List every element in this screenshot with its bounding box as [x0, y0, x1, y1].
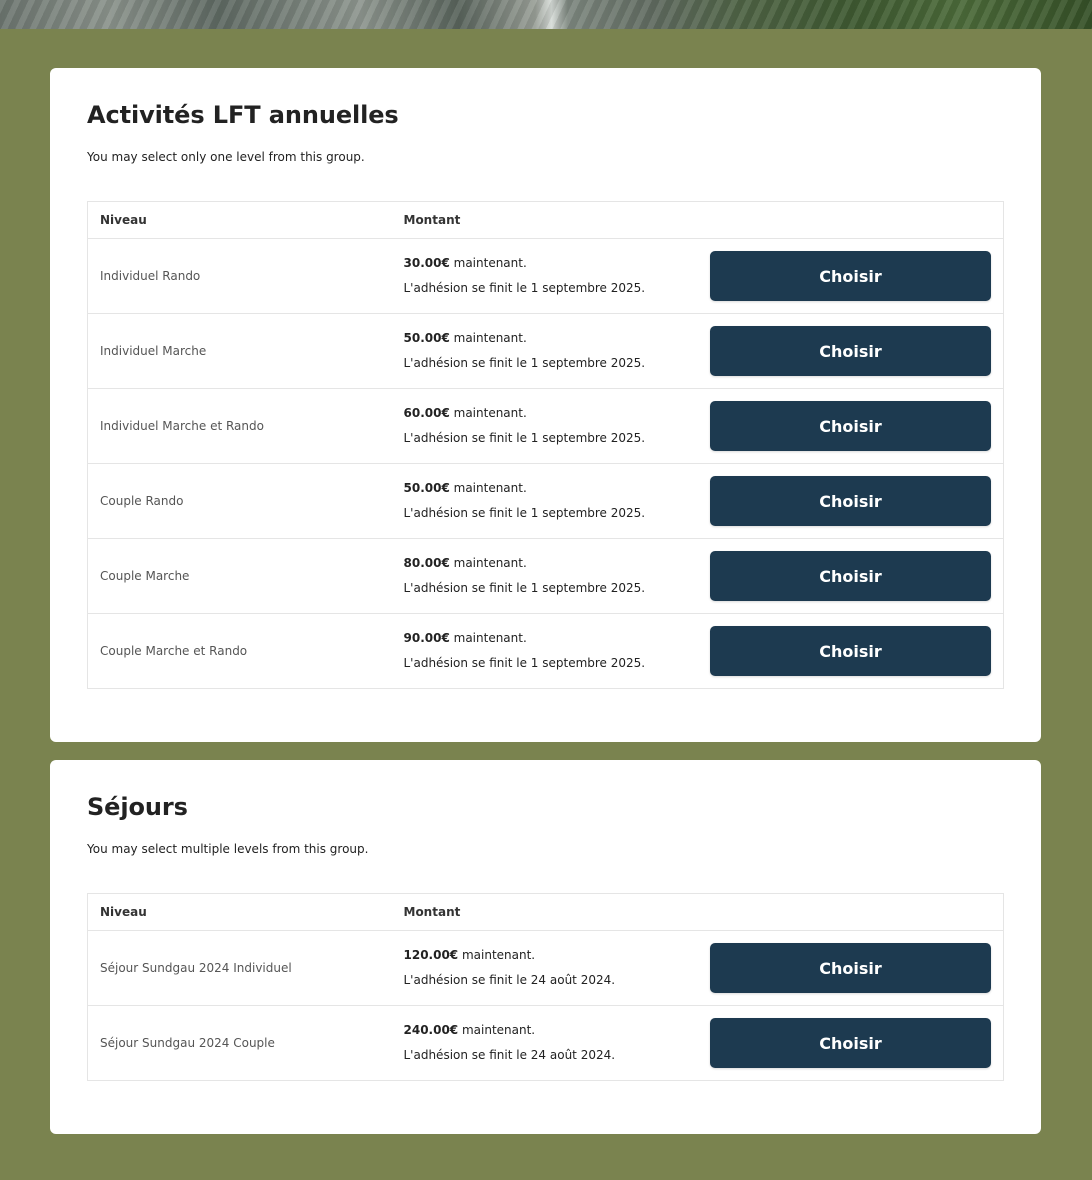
table-row — [88, 1006, 1004, 1081]
price-suffix: maintenant. — [458, 1023, 536, 1037]
level-action — [698, 1006, 1004, 1081]
table-row — [88, 389, 1004, 464]
table-row — [88, 464, 1004, 539]
choose-button[interactable]: Choisir — [710, 551, 991, 601]
column-header-level: Niveau — [88, 202, 392, 239]
expiry-text: L'adhésion se finit le 1 septembre 2025. — [403, 506, 646, 520]
choose-button[interactable]: Choisir — [710, 251, 991, 301]
level-action — [698, 239, 1004, 314]
membership-group-annual — [50, 68, 1041, 742]
level-action — [698, 614, 1004, 689]
choose-button[interactable]: Choisir — [710, 476, 991, 526]
level-amount — [392, 614, 698, 689]
group-title: Séjours — [87, 793, 188, 821]
level-name: Individuel Marche et Rando — [88, 389, 392, 464]
price-line — [404, 626, 686, 651]
choose-button[interactable]: Choisir — [710, 1018, 991, 1068]
expiry-text: L'adhésion se finit le 1 septembre 2025. — [403, 281, 646, 295]
level-name: Séjour Sundgau 2024 Individuel — [88, 931, 392, 1006]
price-line — [404, 1018, 686, 1043]
price-suffix: maintenant. — [449, 256, 527, 270]
price-suffix: maintenant. — [458, 948, 536, 962]
expiry-text: L'adhésion se finit le 1 septembre 2025. — [403, 431, 646, 445]
expiry-text: L'adhésion se finit le 1 septembre 2025. — [403, 356, 646, 370]
price-line — [404, 476, 686, 501]
price-suffix: maintenant. — [449, 481, 527, 495]
level-amount — [392, 539, 698, 614]
level-amount — [392, 314, 698, 389]
column-header-level: Niveau — [88, 894, 392, 931]
price-line — [404, 326, 686, 351]
level-name: Individuel Rando — [88, 239, 392, 314]
level-name: Couple Marche et Rando — [100, 644, 248, 658]
level-name: Individuel Marche — [88, 314, 392, 389]
price: 240.00€ — [403, 1023, 459, 1037]
table-header-row — [88, 894, 1004, 931]
price: 60.00€ — [403, 406, 450, 420]
column-header-action — [698, 202, 1004, 239]
level-action — [698, 314, 1004, 389]
price-suffix: maintenant. — [449, 331, 527, 345]
level-amount — [392, 1006, 698, 1081]
price-line — [404, 251, 686, 276]
price: 90.00€ — [403, 631, 450, 645]
group-note: You may select multiple levels from this group. — [87, 842, 369, 856]
choose-button[interactable]: Choisir — [710, 326, 991, 376]
expiry-text: L'adhésion se finit le 24 août 2024. — [403, 973, 616, 987]
price-line — [404, 401, 686, 426]
price: 50.00€ — [403, 481, 450, 495]
table-row — [88, 614, 1004, 689]
level-name: Couple Marche — [88, 539, 392, 614]
level-action — [698, 539, 1004, 614]
table-row — [88, 931, 1004, 1006]
table-row — [88, 539, 1004, 614]
hero-banner-image — [0, 0, 1092, 29]
expiry-text: L'adhésion se finit le 1 septembre 2025. — [403, 581, 646, 595]
expiry-text: L'adhésion se finit le 1 septembre 2025. — [403, 656, 646, 670]
level-action — [698, 931, 1004, 1006]
price-suffix: maintenant. — [449, 556, 527, 570]
table-header-row — [88, 202, 1004, 239]
price-suffix: maintenant. — [449, 631, 527, 645]
price: 50.00€ — [403, 331, 450, 345]
choose-button[interactable]: Choisir — [710, 401, 991, 451]
levels-table — [87, 893, 1004, 1081]
levels-table — [87, 201, 1004, 689]
column-header-amount: Montant — [392, 894, 698, 931]
table-row — [88, 239, 1004, 314]
column-header-amount: Montant — [392, 202, 698, 239]
group-note: You may select only one level from this group. — [87, 150, 365, 164]
expiry-text: L'adhésion se finit le 24 août 2024. — [403, 1048, 616, 1062]
level-amount — [392, 464, 698, 539]
price-suffix: maintenant. — [449, 406, 527, 420]
group-title: Activités LFT annuelles — [87, 101, 399, 129]
price: 120.00€ — [403, 948, 459, 962]
choose-button[interactable]: Choisir — [710, 626, 991, 676]
table-row — [88, 314, 1004, 389]
level-action — [698, 464, 1004, 539]
choose-button[interactable]: Choisir — [710, 943, 991, 993]
level-amount — [392, 389, 698, 464]
level-amount — [392, 239, 698, 314]
membership-group-stays — [50, 760, 1041, 1134]
column-header-action — [698, 894, 1004, 931]
level-name: Séjour Sundgau 2024 Couple — [100, 1036, 275, 1050]
level-name: Couple Rando — [88, 464, 392, 539]
price-line — [404, 551, 686, 576]
level-amount — [392, 931, 698, 1006]
price-line — [404, 943, 686, 968]
price: 80.00€ — [403, 556, 450, 570]
level-action — [698, 389, 1004, 464]
price: 30.00€ — [403, 256, 450, 270]
